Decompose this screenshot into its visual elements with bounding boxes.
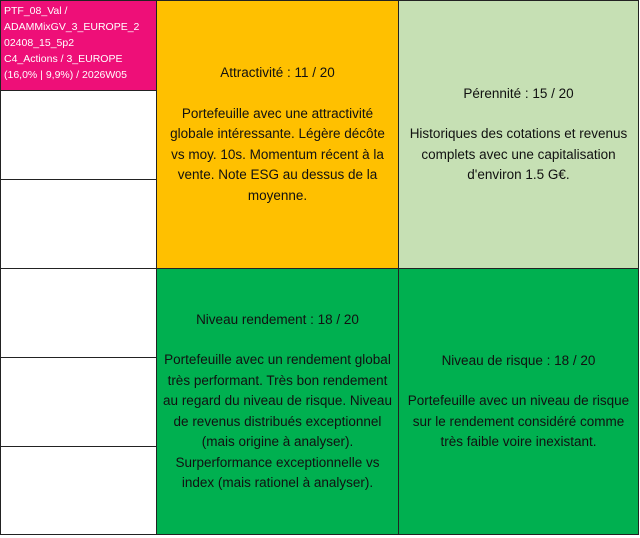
empty-cell-1[interactable] bbox=[0, 90, 157, 180]
perennite-title: Pérennité : 15 / 20 bbox=[463, 85, 574, 101]
perennite-description: Historiques des cotations et revenus complets avec une capitalisation d'environ 1.5 G€. bbox=[409, 126, 628, 182]
risque-title: Niveau de risque : 18 / 20 bbox=[441, 352, 596, 368]
attractivite-title: Attractivité : 11 / 20 bbox=[220, 65, 335, 80]
risque-description: Portefeuille avec un niveau de risque sur le rendement considéré comme très faible voire inexistant. bbox=[407, 393, 630, 449]
empty-cell-3[interactable] bbox=[0, 268, 157, 358]
rendement-cell bbox=[156, 268, 399, 535]
attractivite-cell bbox=[156, 0, 399, 269]
portfolio-label-line-3: 02408_15_5p2 bbox=[4, 37, 75, 49]
perennite-cell bbox=[398, 0, 639, 269]
portfolio-label-line-1: PTF_08_Val / bbox=[4, 5, 68, 17]
rendement-title: Niveau rendement : 18 / 20 bbox=[196, 311, 359, 327]
portfolio-label-line-5: (16,0% | 9,9%) / 2026W05 bbox=[4, 69, 127, 81]
risque-cell bbox=[398, 268, 639, 535]
rendement-description: Portefeuille avec un rendement global très performant. Très bon rendement au regard du niveau de risque. Niveau de revenus distribués exceptionnel (mais origine à analyser). Surperformance exceptionnelle vs index (mais rationel à analyser). bbox=[163, 352, 392, 490]
empty-cell-2[interactable] bbox=[0, 179, 157, 269]
portfolio-label-cell bbox=[0, 0, 157, 91]
attractivite-description: Portefeuille avec une attractivité globale intéressante. Légère décôte vs moy. 10s. Momentum récent à la vente. Note ESG au dessus de la moyenne. bbox=[170, 105, 385, 203]
portfolio-label-line-2: ADAMMixGV_3_EUROPE_2 bbox=[4, 21, 140, 33]
portfolio-label-line-4: C4_Actions / 3_EUROPE bbox=[4, 53, 123, 65]
empty-cell-4[interactable] bbox=[0, 357, 157, 447]
empty-cell-5[interactable] bbox=[0, 446, 157, 535]
